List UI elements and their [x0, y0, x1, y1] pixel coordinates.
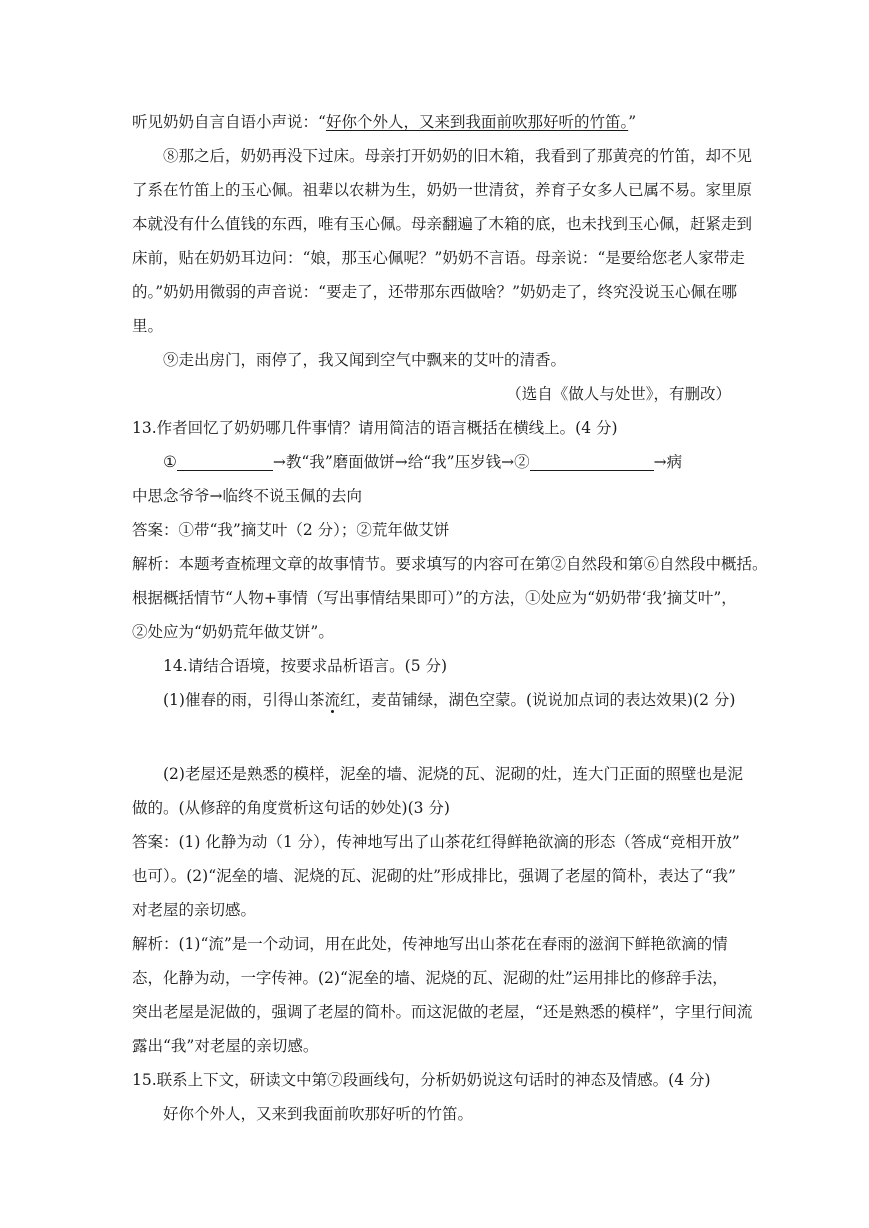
- paragraph-8-line: 床前，贴在奶奶耳边问：“娘，那玉心佩呢？”奶奶不言语。母亲说：“是要给您老人家带走: [132, 249, 745, 267]
- question-14-sub-2: (2)老屋还是熟悉的模样，泥垒的墙、泥烧的瓦、泥砌的灶，连大门正面的照壁也是泥: [163, 765, 743, 783]
- paragraph-8-line: 本就没有什么值钱的东西，唯有玉心佩。母亲翻遍了木箱的底，也未找到玉心佩，赶紧走到: [132, 215, 753, 233]
- dotted-word: 流: [324, 691, 340, 709]
- question-14-answer: 答案：(1) 化静为动（1 分），传神地写出了山茶花红得鲜艳欲滴的形态（答成“竞相开放”: [132, 833, 740, 851]
- underlined-quote: 好你个外人，又来到我面前吹那好听的竹笛。: [325, 113, 629, 131]
- question-14: 14.请结合语境，按要求品析语言。(5 分): [163, 657, 448, 675]
- question-13-analysis: 解析：本题考查梳理文章的故事情节。要求填写的内容可在第②自然段和第⑥自然段中概括。: [132, 555, 768, 573]
- question-14-analysis: 态，化静为动，一字传神。(2)“泥垒的墙、泥烧的瓦、泥砌的灶”运用排比的修辞手法，: [132, 969, 728, 987]
- source-citation: （选自《做人与处世》，有删改）: [506, 385, 731, 403]
- question-13: 13.作者回忆了奶奶哪几件事情？请用简洁的语言概括在横线上。(4 分): [132, 419, 618, 437]
- question-15-quote: 好你个外人，又来到我面前吹那好听的竹笛。: [163, 1105, 474, 1123]
- question-13-fill-line: ① →教“我”磨面做饼→给“我”压岁钱→② →病: [163, 453, 683, 471]
- question-13-analysis: ②处应为“奶奶荒年做艾饼”。: [132, 623, 334, 641]
- paragraph-7-tail: 听见奶奶自言自语小声说：“好你个外人，又来到我面前吹那好听的竹笛。”: [132, 113, 637, 131]
- question-14-analysis: 露出“我”对老屋的亲切感。: [132, 1037, 319, 1055]
- question-14-answer: 也可）。(2)“泥垒的墙、泥烧的瓦、泥砌的灶”形成排比，强调了老屋的简朴，表达了“我”: [132, 867, 736, 885]
- question-14-analysis: 解析：(1)“流”是一个动词，用在此处，传神地写出山茶花在春雨的滋润下鲜艳欲滴的情: [132, 935, 728, 953]
- question-14-sub-1: (1)催春的雨，引得山茶流红，麦苗铺绿，湖色空蒙。(说说加点词的表达效果)(2 分): [163, 691, 736, 709]
- question-13-answer: 答案：①带“我”摘艾叶（2 分）；②荒年做艾饼: [132, 521, 450, 539]
- question-13-fill-line-2: 中思念爷爷→临终不说玉佩的去向: [132, 487, 362, 505]
- paragraph-8-line: 了系在竹笛上的玉心佩。祖辈以农耕为生，奶奶一世清贫，养育子女多人已属不易。家里原: [132, 181, 753, 199]
- paragraph-9: ⑨走出房门，雨停了，我又闻到空气中飘来的艾叶的清香。: [163, 351, 567, 369]
- paragraph-8-line: 里。: [132, 317, 164, 335]
- question-13-analysis: 根据概括情节“人物+事情（写出事情结果即可）”的方法，①处应为“奶奶带‘我’摘艾叶”，: [132, 589, 737, 607]
- answer-blank-1: [177, 454, 273, 471]
- question-14-answer: 对老屋的亲切感。: [132, 901, 257, 919]
- question-14-analysis: 突出老屋是泥做的，强调了老屋的简朴。而这泥做的老屋，“还是熟悉的模样”，字里行间流: [132, 1003, 753, 1021]
- paragraph-8-line: ⑧那之后，奶奶再没下过床。母亲打开奶奶的旧木箱，我看到了那黄亮的竹笛，却不见: [163, 147, 753, 165]
- answer-blank-2: [530, 454, 654, 471]
- question-15: 15.联系上下文，研读文中第⑦段画线句，分析奶奶说这句话时的神态及情感。(4 分): [132, 1071, 711, 1089]
- question-14-sub-2: 做的。(从修辞的角度赏析这句话的妙处)(3 分): [132, 799, 450, 817]
- paragraph-8-line: 的。”奶奶用微弱的声音说：“要走了，还带那东西做啥？”奶奶走了，终究没说玉心佩在哪: [132, 283, 738, 301]
